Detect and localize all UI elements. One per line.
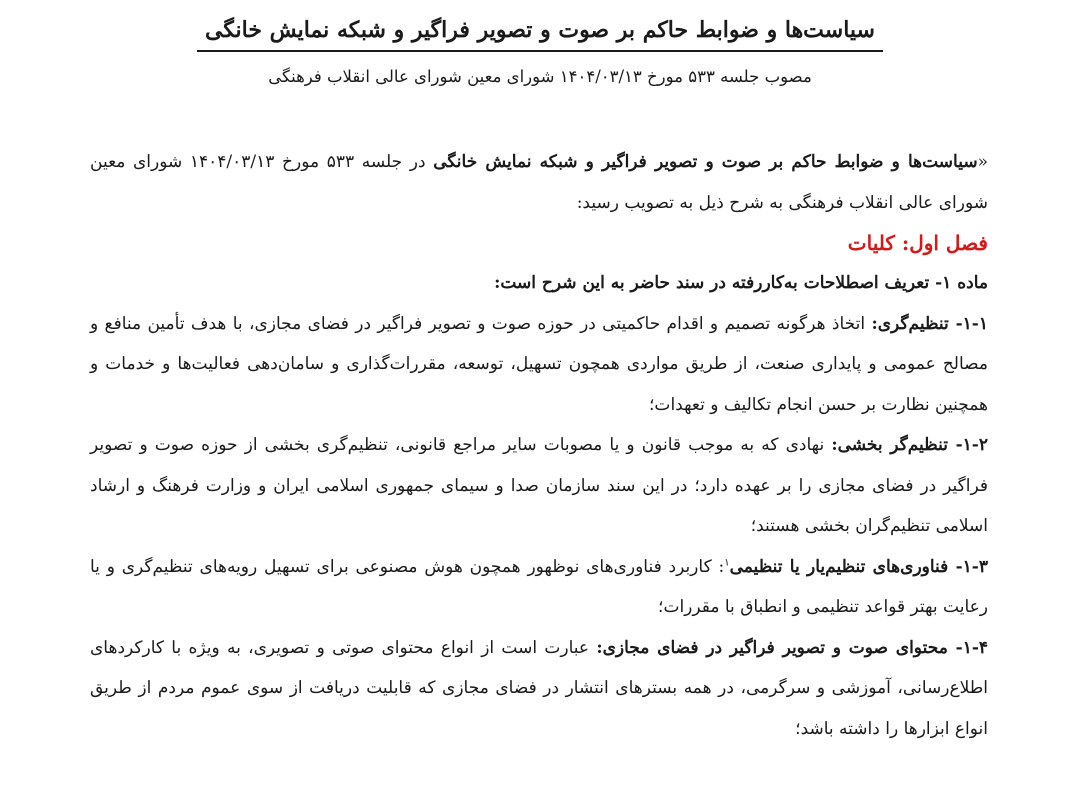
item-text: نهادی که به موجب قانون و یا مصوبات سایر مراجع قانونی، تنظیم‌گری بخشی از حوزه صوت و تصویر فراگیر در فضای مجازی را بر عهده دارد؛ در این سند سازمان صدا و سیمای جمهوری اسلامی ایران و وزارت فرهنگ و ارشاد اسلامی تنظیم‌گران بخشی هستند؛ [90,435,988,536]
item-number: ۱-۲- [947,435,988,455]
item-term: محتوای صوت و تصویر فراگیر در فضای مجازی: [596,637,948,658]
item-text: : کاربرد فناوری‌های نوظهور همچون هوش مصنوعی برای تسهیل رویه‌های تنظیم‌گری و یا رعایت بهتر قواعد تنظیمی و انطباق با مقررات؛ [90,556,988,617]
intro-bold-title: سیاست‌ها و ضوابط حاکم بر صوت و تصویر فراگیر و شبکه نمایش خانگی [433,152,978,172]
definition-item [90,628,988,750]
definition-item [90,304,988,426]
definition-item [90,425,988,547]
item-number: ۱-۱- [948,313,988,334]
footnote-marker[interactable]: ۱ [724,556,730,568]
item-term: فناوری‌های تنظیم‌یار یا تنظیمی [729,556,949,577]
definition-item [90,547,988,628]
section-heading: فصل اول: کلیات [847,231,988,255]
document-subtitle: مصوب جلسه ۵۳۳ مورخ ۱۴۰۴/۰۳/۱۳ شورای معین شورای عالی انقلاب فرهنگی [268,67,812,86]
item-number: ۱-۳- [948,556,988,577]
item-text: اتخاذ هرگونه تصمیم و اقدام حاکمیتی در حوزه صوت و تصویر فراگیر در فضای مجازی، با هدف تأمین منافع و مصالح عمومی و پایداری صنعت، از طریق مواردی همچون تسهیل، توسعه، مقررات‌گذاری و سامان‌دهی فعالیت‌ها و خدمات و همچنین نظارت بر حسن انجام تکالیف و تعهدات؛ [90,313,988,415]
document-title [0,12,1080,52]
article-heading: ماده ۱- تعریف اصطلاحات به‌کاررفته در سند حاضر به این شرح است: [494,273,988,293]
intro-paragraph [90,142,988,223]
item-text: عبارت است از انواع محتوای صوتی و تصویری، به ویژه با کارکردهای اطلاع‌رسانی، آموزشی و سرگرمی، در همه بسترهای انتشار در فضای مجازی که قابلیت دریافت از سوی عموم مردم از طریق انواع ابزارها را داشته باشد؛ [90,637,988,739]
document-body [90,142,988,749]
document-title-text: سیاست‌ها و ضوابط حاکم بر صوت و تصویر فراگیر و شبکه نمایش خانگی [197,12,883,52]
item-term: تنظیم‌گر بخشی: [831,435,948,455]
intro-rest: در جلسه ۵۳۳ مورخ ۱۴۰۴/۰۳/۱۳ شورای معین شورای عالی انقلاب فرهنگی به شرح ذیل به تصویب رسید: [90,152,988,213]
item-term: تنظیم‌گری: [871,313,949,334]
item-number: ۱-۴- [947,637,989,658]
intro-open-quote: « [977,152,988,172]
